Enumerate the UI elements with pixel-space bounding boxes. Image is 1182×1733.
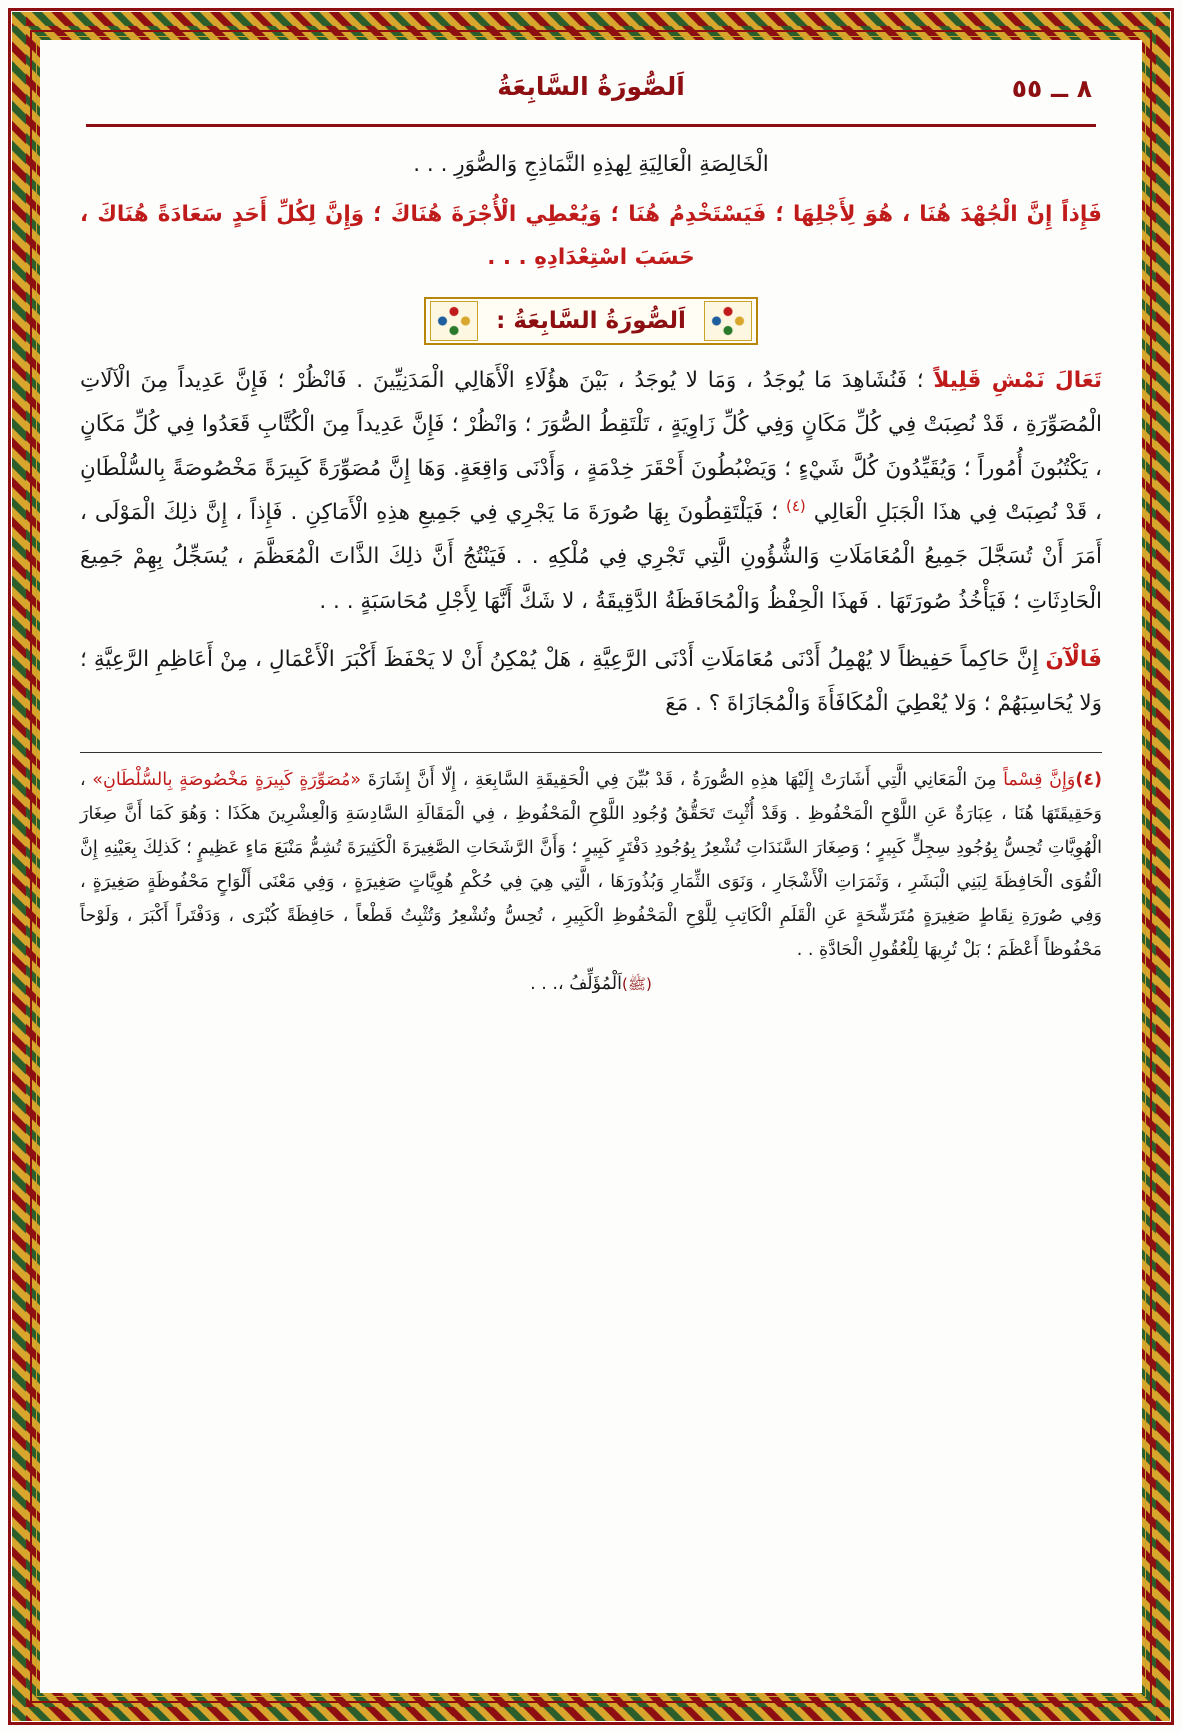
page-title: اَلصُّورَةُ السَّابِعَةُ [497, 72, 685, 101]
section-heading-label: اَلصُّورَةُ السَّابِعَةُ : [496, 307, 686, 334]
section-heading-frame [424, 297, 758, 345]
page-header [80, 62, 1102, 118]
paragraph-one-lead: تَعَالَ نَمْشِ قَلِيلاً [933, 368, 1102, 394]
paragraph-one-text: ؛ فَنُشَاهِدَ مَا يُوجَدُ ، وَمَا لا يُوجَدُ ، بَيْنَ هؤُلَاءِ الْأَهَالِي الْمَدَنِيِّينَ . فَانْظُرْ ؛ فَإِنَّ عَدِيداً مِنَ الْآلَاتِ الْمُصَوِّرَةِ ، قَدْ نُصِبَتْ فِي كُلِّ مَكَانٍ وَفِي كُلِّ زَاوِيَةٍ ، تَلْتَقِطُ الصُّوَرَ ؛ وَانْظُرْ ؛ فَإِنَّ عَدِيداً مِنَ الْكُتَّابِ قَعَدُوا فِي كُلِّ مَكَانٍ ، يَكْتُبُونَ أُمُوراً ؛ وَيُقَيِّدُونَ كُلَّ شَيْءٍ ؛ وَيَضْبُطُونَ أَحْقَرَ خِدْمَةٍ ، وَأَدْنَى وَاقِعَةٍ. وَهَا إِنَّ مُصَوِّرَةً كَبِيرَةً مَخْصُوصَةً بِالسُّلْطَانِ ، قَدْ نُصِبَتْ فِي هذَا الْجَبَلِ الْعَالِي [80, 368, 1102, 526]
footnote-quote: «مُصَوِّرَةٍ كَبِيرَةٍ مَخْصُوصَةٍ بِالسُّلْطَانِ» [92, 769, 362, 790]
footnote-lead: وَإِنَّ قِسْماً [1003, 769, 1076, 790]
paragraph-two-text: إِنَّ حَاكِماً حَفِيظاً لا يُهْمِلُ أَدْنَى مُعَامَلَاتِ أَدْنَى الرَّعِيَّةِ ، هَلْ يُمْكِنُ أَنْ لا يَحْفَظَ أَكْبَرَ الْأَعْمَالِ ، مِنْ أَعَاظِمِ الرَّعِيَّةِ ؛ وَلا يُحَاسِبَهُمْ ؛ وَلا يُعْطِيَ الْمُكَافَأَةَ وَالْمُجَازَاةَ ؟ . مَعَ [80, 646, 1102, 716]
ornament-left-icon [704, 301, 752, 341]
ornament-right-icon [430, 301, 478, 341]
footnote-divider [80, 752, 1102, 753]
red-paragraph: فَإِذاً إِنَّ الْجُهْدَ هُنَا ، هُوَ لِأَجْلِهَا ؛ فَيَسْتَخْدِمُ هُنَا ؛ وَيُعْطِي الْأُجْرَةَ هُنَاكَ ؛ وَإِنَّ لِكُلِّ أَحَدٍ سَعَادَةً هُنَاكَ ، حَسَبَ اسْتِعْدَادِهِ . . . [80, 202, 1102, 271]
footnote-text-1: مِنَ الْمَعَانِي الَّتِي أَشَارَتْ إِلَيْهَا هذِهِ الصُّورَةُ ، قَدْ بُيِّنَ فِي الْحَقِيقَةِ السَّابِعَةِ ، إِلّا أَنَّ إِشَارَةَ [361, 769, 1004, 790]
page-number: ٨ ــ ٥٥ [1011, 74, 1092, 103]
footnote-text-2: ، وَحَقِيقَتَهَا هُنَا ، عِبَارَةٌ عَنِ اللَّوْحِ الْمَحْفُوظِ . وَقَدْ أُثْبِتَ تَحَقُّقُ وُجُودِ اللَّوْحِ الْمَحْفُوظِ ، فِي الْمَقَالَةِ السَّادِسَةِ وَالْعِشْرِينَ هكَذَا : وَهُوَ كَمَا أَنَّ صِغَارَ الْهُوِيَّاتِ تُحِسُّ بِوُجُودِ سِجِلٍّ كَبِيرٍ ؛ وَصِغَارَ السَّنَدَاتِ تُشْعِرُ بِوُجُودِ دَفْتَرٍ كَبِيرٍ ؛ وَأَنَّ الرَّشَحَاتِ الصَّغِيرَةَ الْكَثِيرَةَ تُشِمُّ مَنْبَعَ مَاءٍ عَظِيمٍ ؛ كَذلِكَ بِعَيْنِهِ إِنَّ الْقُوَى الْحَافِظَةَ لِبَنِي الْبَشَرِ ، وَثَمَرَاتِ الْأَشْجَارِ ، وَنَوَى الثِّمَارِ وَبُذُورَهَا ، الَّتِي هِيَ فِي حُكْمِ هُوِيَّاتٍ صَغِيرَةٍ ، وَفِي مَعْنَى أَلْوَاحٍ مَحْفُوظَةٍ صَغِيرَةٍ ، وَفِي صُورَةِ نِقَاطٍ صَغِيرَةٍ مُتَرَشِّحَةٍ عَنِ الْقَلَمِ الْكَاتِبِ لِلَّوْحِ الْمَحْفُوظِ الْكَبِيرِ ، تُحِسُّ وتُشْعِرُ وَتُثْبِتُ قَطْعاً ، حَافِظَةً كُبْرَى ، وَدَفْتَراً أَكْبَرَ ، وَلَوْحاً مَحْفُوظاً أَعْظَمَ ؛ بَلْ تُرِيهَا لِلْعُقُولِ الْحَادَّةِ . . [80, 769, 1102, 961]
paragraph-one [80, 359, 1102, 624]
section-heading [80, 297, 1102, 345]
footnote-block [80, 763, 1102, 1002]
body-text [80, 143, 1102, 726]
paragraph-two-lead: فَالْآنَ [1045, 646, 1102, 672]
footnote-reference: (٤) [786, 497, 806, 516]
footnote-text [80, 763, 1102, 968]
footnote-ellipsis: . . . [530, 974, 558, 995]
header-divider [86, 124, 1096, 127]
continuation-line: الْخَالِصَةِ الْعَالِيَةِ لِهذِهِ النَّمَاذِجِ وَالصُّوَرِ . . . [413, 152, 769, 177]
paragraph-one-text-cont: ؛ فَيَلْتَقِطُونَ بِهَا صُورَةَ مَا يَجْرِي فِي جَمِيعِ هذِهِ الْأَمَاكِنِ . فَإِذاً ، إِنَّ ذلِكَ الْمَوْلَى ، أَمَرَ أَنْ تُسَجَّلَ جَمِيعُ الْمُعَامَلَاتِ وَالشُّؤُونِ الَّتِي تَجْرِي فِي مُلْكِهِ . . فَيَنْتُجُ أَنَّ ذلِكَ الذَّاتَ الْمُعَظَّمَ ، يُسَجِّلُ بِهِمْ جَمِيعَ الْحَادِثَاتِ ؛ فَيَأْخُذُ صُورَتَهَا . فَهذَا الْحِفْظُ وَالْمُحَافَظَةُ الدَّقِيقَةُ ، لا شَكَّ أَنَّهَا لِأَجْلِ مُحَاسَبَةٍ . . . [80, 500, 1102, 614]
salawat-icon: (ﷺ) [622, 975, 652, 994]
footnote-marker: (٤) [1075, 769, 1103, 790]
footnote-signature: اَلْمُؤَلِّفُ ، [557, 974, 622, 995]
page-content [44, 44, 1138, 1689]
footnote-signature-line [80, 967, 1102, 1001]
paragraph-two [80, 638, 1102, 726]
